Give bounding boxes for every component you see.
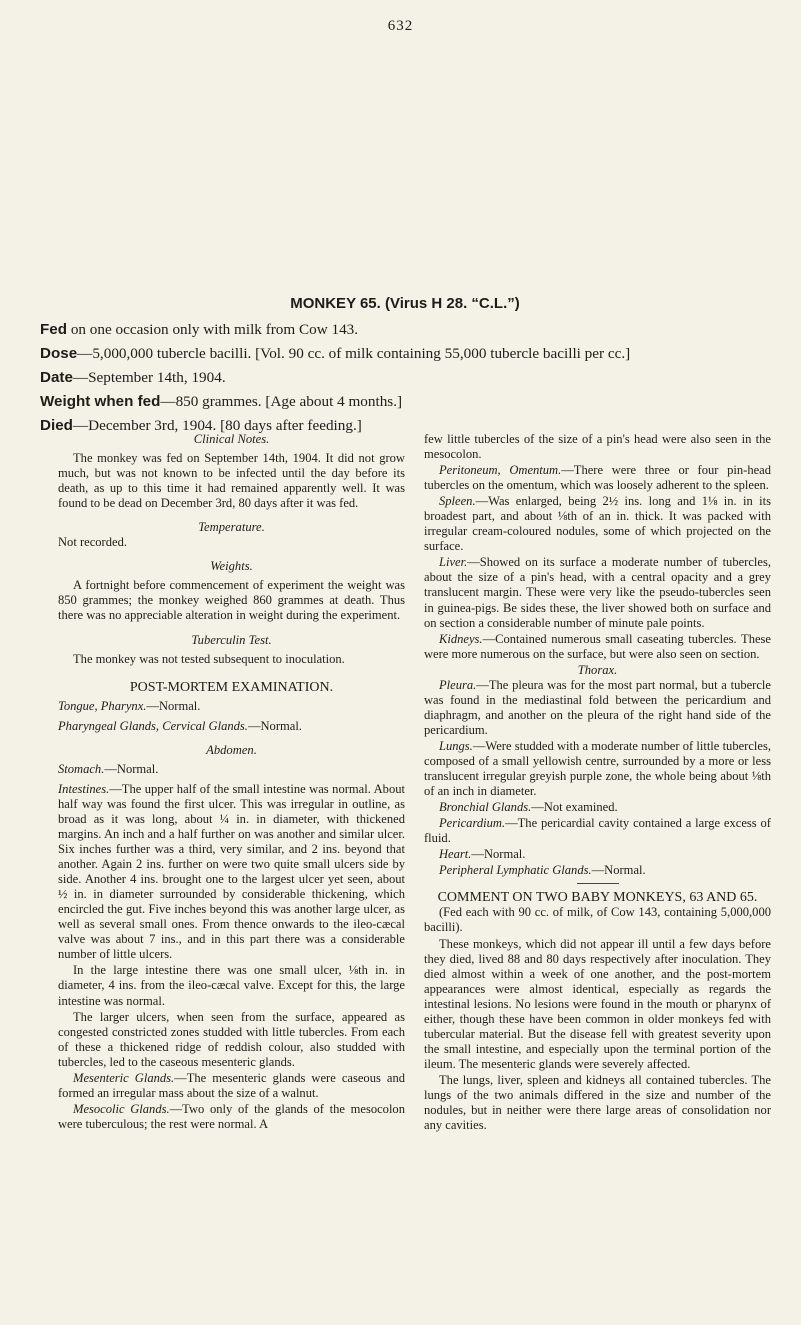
comment-heading: COMMENT ON TWO BABY MONKEYS, 63 AND 65. xyxy=(437,890,758,906)
died-label: Died xyxy=(40,417,73,434)
spleen-label: Spleen. xyxy=(439,494,476,509)
peripheral-text: —Normal. xyxy=(591,863,646,878)
comment-text-2: The lungs, liver, spleen and kidneys all contained tubercles. The lungs of the two animals differed in the size and number of the nodules, but in neither were there large areas of consolidation nor any cavities. xyxy=(424,1072,771,1133)
weight-line xyxy=(40,393,770,411)
lungs-entry xyxy=(424,739,771,799)
pleura-entry xyxy=(424,678,771,738)
intestines-label: Intestines. xyxy=(58,781,110,796)
abdomen-heading: Abdomen. xyxy=(206,742,257,757)
left-column xyxy=(58,432,405,1133)
clinical-notes-text: The monkey was fed on September 14th, 1904. It did not grow much, but was not known to be infected until the day before its death, as up to this time it had remained apparently well. It was found to be dead on December 3rd, 80 days after it was fed. xyxy=(58,451,405,511)
died-text: —December 3rd, 1904. [80 days after feeding.] xyxy=(72,417,362,434)
pharyngeal-text: —Normal. xyxy=(247,718,302,733)
peritoneum-entry xyxy=(424,463,771,493)
case-title: MONKEY 65. (Virus H 28. “C.L.”) xyxy=(290,295,520,312)
mesocolic-entry xyxy=(58,1102,405,1132)
comment-fed-text: (Fed each with 90 cc. of milk, of Cow 143, containing 5,000,000 bacilli). xyxy=(424,905,771,935)
weights-text: A fortnight before commencement of experiment the weight was 850 grammes; the monkey weighed 860 grammes at death. Thus there was no appreciable alteration in weight during the experiment. xyxy=(58,578,405,623)
section-divider xyxy=(577,883,619,884)
tuberculin-heading: Tuberculin Test. xyxy=(191,632,272,647)
larger-ulcers-text: The larger ulcers, when seen from the surface, appeared as congested constricted zones studded with little tubercles. From each of these a thickened ridge of reddish colour, also studded with tubercles, led to the caseous mesenteric glands. xyxy=(58,1009,405,1069)
peritoneum-label: Peritoneum, Omentum. xyxy=(439,463,562,478)
pleura-text: —The pleura was for the most part normal, but a tubercle was found in the mediastinal fold between the pericardium and diaphragm, and another on the pleura of the right hand side of the pericardium. xyxy=(424,677,771,737)
liver-entry xyxy=(424,555,771,630)
tongue-text: —Normal. xyxy=(146,698,201,713)
liver-text: —Showed on its surface a moderate number of tubercles, about the size of a pin's head, with a central opacity and a grey translucent margin. These were very like the pseudo-tubercles seen in guinea-pigs. Be sides these, the liver showed both on surface and on section a considerable number of minute pale points. xyxy=(424,555,771,630)
tongue-entry xyxy=(58,699,405,714)
clinical-notes-heading: Clinical Notes. xyxy=(193,432,270,446)
pericardium-text: —The pericardial cavity contained a large excess of fluid. xyxy=(424,816,771,846)
fed-text: on one occasion only with milk from Cow 143. xyxy=(70,321,359,338)
heart-entry xyxy=(424,847,771,862)
peritoneum-text: —There were three or four pin-head tubercles on the omentum, which was loosely adherent to the spleen. xyxy=(424,463,772,493)
kidneys-label: Kidneys. xyxy=(439,631,483,646)
bronchial-text: —Not examined. xyxy=(531,800,618,815)
temperature-heading: Temperature. xyxy=(198,520,265,535)
stomach-entry xyxy=(58,762,405,777)
mesenteric-text: —The mesenteric glands were caseous and formed an irregular mass about the size of a walnut. xyxy=(58,1070,405,1100)
case-header xyxy=(40,295,770,441)
liver-label: Liver. xyxy=(439,555,468,570)
tuberculin-text: The monkey was not tested subsequent to inoculation. xyxy=(73,651,345,666)
bronchial-entry xyxy=(424,800,771,815)
stomach-label: Stomach. xyxy=(58,761,105,776)
peripheral-label: Peripheral Lymphatic Glands. xyxy=(439,863,592,878)
large-intestine-text: In the large intestine there was one small ulcer, ⅛th in. in diameter, 4 ins. from the ileo-cæcal valve. Except for this, the large intestine was normal. xyxy=(58,963,405,1008)
heart-label: Heart. xyxy=(439,847,472,862)
mesocolic-text: —Two only of the glands of the mesocolon were tuberculous; the rest were normal. A xyxy=(58,1101,405,1131)
lungs-text: —Were studded with a moderate number of little tubercles, composed of a small yellowish centre, surrounded by a more or less translucent irregular greyish purple zone, the whole being about ⅛th of an inch in diameter. xyxy=(424,738,771,799)
fed-label: Fed xyxy=(40,321,68,338)
postmortem-heading: POST-MORTEM EXAMINATION. xyxy=(129,679,334,695)
weights-heading: Weights. xyxy=(210,559,253,574)
dose-text: —5,000,000 tubercle bacilli. [Vol. 90 cc. of milk containing 55,000 tubercle bacilli per cc.] xyxy=(77,345,631,362)
pericardium-entry xyxy=(424,816,771,846)
weight-text: —850 grammes. [Age about 4 months.] xyxy=(160,393,403,410)
weight-label: Weight when fed xyxy=(40,393,161,410)
date-line xyxy=(40,369,770,387)
kidneys-entry xyxy=(424,632,771,662)
mesenteric-label: Mesenteric Glands. xyxy=(73,1070,175,1085)
comment-text-1: These monkeys, which did not appear ill until a few days before they died, lived 88 and 80 days respectively after inoculation. They died almost within a week of one another, and the post-mortem appearances were almost identical, especially as regards the intestinal lesions. No lesions were found in the mouth or pharynx of either, though these have been common in older monkeys fed with tubercular material. But the disease fell with greatest severity upon the small intestine, and especially upon the terminal portion of the ileum. The mesenteric glands were severely affected. xyxy=(424,936,771,1071)
right-column xyxy=(424,432,771,1134)
date-text: —September 14th, 1904. xyxy=(72,369,226,386)
tongue-label: Tongue, Pharynx. xyxy=(58,698,147,713)
peripheral-entry xyxy=(424,863,771,878)
pleura-label: Pleura. xyxy=(439,677,477,692)
fed-line xyxy=(40,321,770,339)
heart-text: —Normal. xyxy=(471,847,526,862)
date-label: Date xyxy=(40,369,73,386)
page-number: 632 xyxy=(387,18,414,34)
lungs-label: Lungs. xyxy=(439,738,473,753)
spleen-text: —Was enlarged, being 2½ ins. long and 1⅛ in. in its broadest part, and about ⅛th of an in. thick. It was packed with irregular cream-coloured nodules, some of which projected on the surface. xyxy=(424,494,771,554)
dose-label: Dose xyxy=(40,345,78,362)
mesocolic-label: Mesocolic Glands. xyxy=(73,1101,170,1116)
stomach-text: —Normal. xyxy=(104,761,159,776)
spleen-entry xyxy=(424,494,771,554)
pericardium-label: Pericardium. xyxy=(439,816,506,831)
dose-line xyxy=(40,345,770,363)
thorax-heading: Thorax. xyxy=(577,662,618,677)
bronchial-label: Bronchial Glands. xyxy=(439,800,532,815)
kidneys-text: —Contained numerous small caseating tubercles. These were more numerous on the surface, but were also seen on section. xyxy=(424,631,771,661)
pharyngeal-label: Pharyngeal Glands, Cervical Glands. xyxy=(58,718,248,733)
mesocolon-continuation: few little tubercles of the size of a pin's head were also seen in the mesocolon. xyxy=(424,432,771,462)
temperature-text: Not recorded. xyxy=(58,535,127,550)
pharyngeal-entry xyxy=(58,719,405,734)
intestines-text: —The upper half of the small intestine was normal. About half way was found the first ulcer. This was irregular in outline, as broad as it was long, about ¼ in. in diameter, with thickened margins. An inch and a half further on was another and similar ulcer. Six inches further was a third, very similar, and 2 ins. beyond that another. Again 2 ins. further on were two quite small ulcers side by side. Another 4 ins. brought one to the largest ulcer yet seen, about ½ in. in diameter surrounded by considerable thickening, which encircled the gut. Five inches beyond this was another large ulcer, as well as several small ones. From thence onwards to the ileo-cæcal valve was about 7 ins., and in this part there was a considerable number of little ulcers. xyxy=(58,781,405,962)
mesenteric-entry xyxy=(58,1071,405,1101)
intestines-entry xyxy=(58,782,405,963)
